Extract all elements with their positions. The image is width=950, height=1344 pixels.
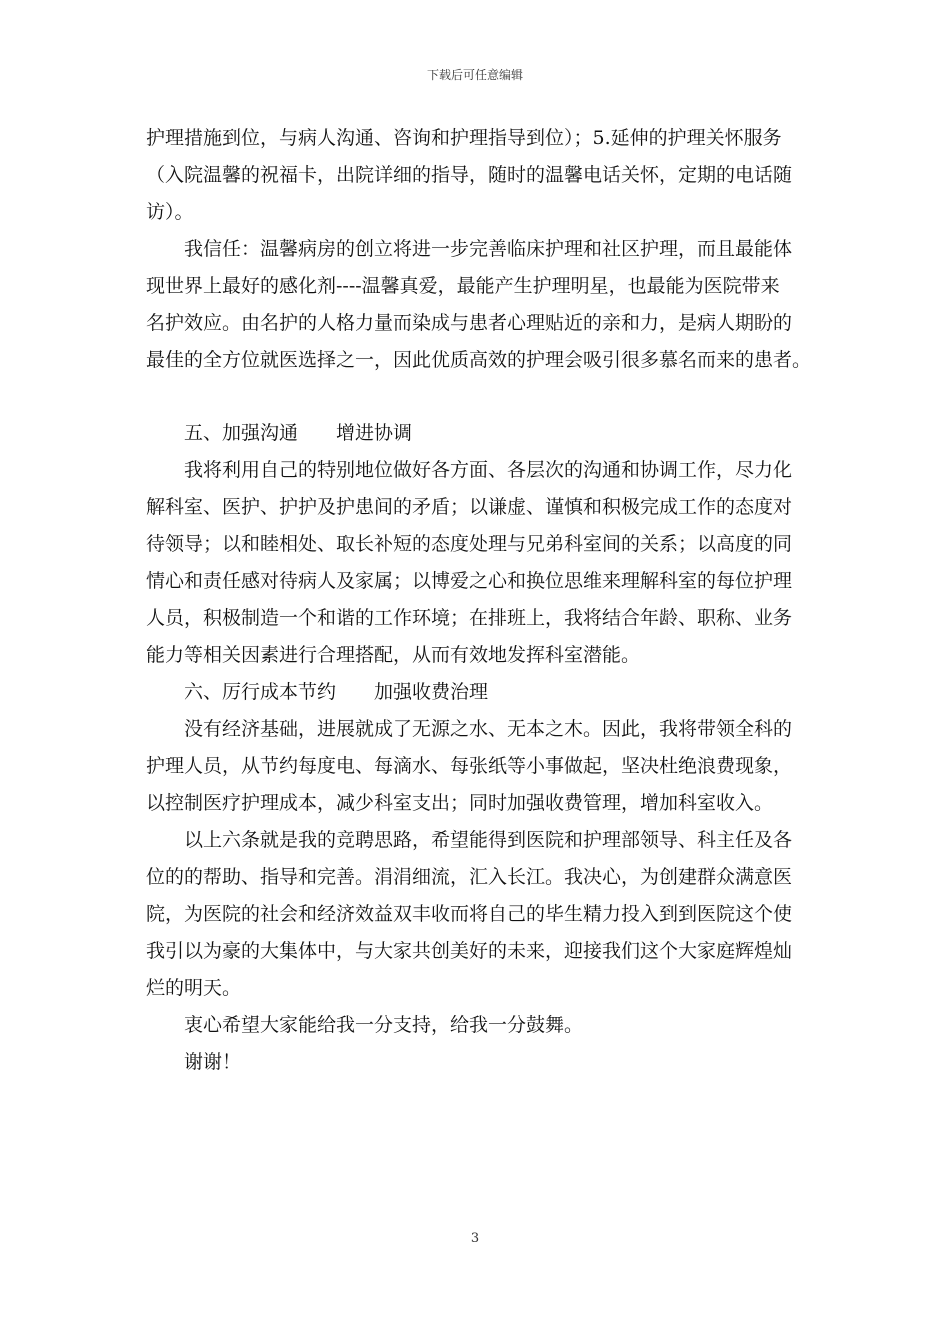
document-body [146, 120, 812, 1081]
paragraph-line: （入院温馨的祝福卡，出院详细的指导，随时的温馨电话关怀，定期的电话随 [146, 164, 793, 186]
paragraph-line: 人员，积极制造一个和谐的工作环境；在排班上，我将结合年龄、职称、业务 [146, 607, 793, 629]
paragraph-line: 院，为医院的社会和经济效益双丰收而将自己的毕生精力投入到到医院这个使 [146, 903, 793, 925]
closing-line: 谢谢！ [184, 1051, 242, 1073]
paragraph-line: 现世界上最好的感化剂----温馨真爱，最能产生护理明星，也最能为医院带来 [146, 275, 780, 297]
paragraph-line: 待领导；以和睦相处、取长补短的态度处理与兄弟科室间的关系；以高度的同 [146, 533, 793, 555]
paragraph-line: 烂的明天。 [146, 977, 242, 999]
paragraph-line: 以上六条就是我的竞聘思路，希望能得到医院和护理部领导、科主任及各 [184, 829, 793, 851]
paragraph-line: 能力等相关因素进行合理搭配，从而有效地发挥科室潜能。 [146, 644, 641, 666]
paragraph-line: 我将利用自己的特别地位做好各方面、各层次的沟通和协调工作，尽力化 [184, 459, 793, 481]
paragraph-line: 解科室、医护、护护及护患间的矛盾；以谦虚、谨慎和积极完成工作的态度对 [146, 496, 793, 518]
section-heading: 六、厉行成本节约 加强收费治理 [184, 681, 489, 703]
paragraph-line: 我引以为豪的大集体中，与大家共创美好的未来，迎接我们这个大家庭辉煌灿 [146, 940, 793, 962]
paragraph-line: 护理人员，从节约每度电、每滴水、每张纸等小事做起，坚决杜绝浪费现象， [146, 755, 793, 777]
paragraph-line: 最佳的全方位就医选择之一，因此优质高效的护理会吸引很多慕名而来的患者。 [146, 349, 812, 371]
section-heading: 五、加强沟通 增进协调 [184, 422, 413, 444]
page-header: 下载后可任意编辑 [426, 68, 523, 82]
paragraph-line: 访）。 [146, 201, 194, 223]
paragraph-line: 护理措施到位，与病人沟通、咨询和护理指导到位）；5.延伸的护理关怀服务 [146, 127, 782, 149]
page-number: 3 [470, 1231, 480, 1246]
paragraph-line: 衷心希望大家能给我一分支持，给我一分鼓舞。 [184, 1014, 584, 1036]
paragraph-line: 位的的帮助、指导和完善。涓涓细流，汇入长江。我决心，为创建群众满意医 [146, 866, 793, 888]
paragraph-line: 没有经济基础，进展就成了无源之水、无本之木。因此，我将带领全科的 [184, 718, 793, 740]
paragraph-line: 我信任：温馨病房的创立将进一步完善临床护理和社区护理，而且最能体 [184, 238, 793, 260]
paragraph-line: 名护效应。由名护的人格力量而染成与患者心理贴近的亲和力，是病人期盼的 [146, 312, 793, 334]
paragraph-line: 情心和责任感对待病人及家属；以博爱之心和换位思维来理解科室的每位护理 [146, 570, 793, 592]
paragraph-line: 以控制医疗护理成本，减少科室支出；同时加强收费管理，增加科室收入。 [146, 792, 774, 814]
